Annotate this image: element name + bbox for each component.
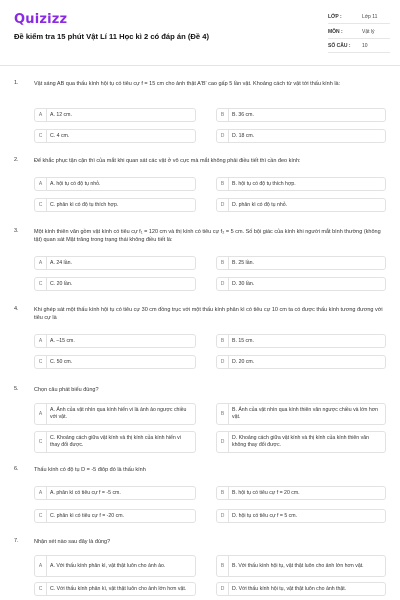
option-text: B. hội tụ có tiêu cự f = 20 cm. [232, 489, 300, 496]
option-letter: C [35, 510, 47, 522]
option-text: A. Với thấu kính phân kì, vật thật luôn cho ảnh ảo. [50, 562, 166, 569]
option-letter: D [217, 278, 229, 290]
option-b[interactable] [216, 108, 386, 122]
option-c[interactable] [34, 509, 196, 523]
option-d[interactable] [216, 509, 386, 523]
meta-divider [328, 38, 390, 39]
option-a[interactable] [34, 555, 196, 577]
option-text: A. 12 cm. [50, 111, 72, 118]
option-letter: B [217, 404, 229, 424]
meta-subject-label: MÔN : [328, 29, 343, 35]
question-text: Chọn câu phát biểu đúng? [34, 387, 99, 393]
option-text: C. Với thấu kính phân kì, vật thật luôn cho ảnh lớn hơn vật. [50, 585, 187, 592]
option-d[interactable] [216, 198, 386, 212]
option-letter: C [35, 432, 47, 452]
option-c[interactable] [34, 129, 196, 143]
question-number: 2. [14, 157, 19, 163]
option-text: B. hội tụ có độ tụ thích hợp. [232, 180, 296, 187]
meta-divider [328, 23, 390, 24]
option-text: A. –15 cm. [50, 337, 75, 344]
document-title: Đề kiểm tra 15 phút Vật Lí 11 Học kì 2 có đáp án (Đề 4) [14, 32, 209, 41]
option-letter: D [217, 432, 229, 452]
option-letter: D [217, 510, 229, 522]
option-b[interactable] [216, 403, 386, 425]
question-number: 7. [14, 538, 19, 544]
question-text: Một kính thiên văn gồm vật kính có tiêu cự f₁ = 120 cm và thị kính có tiêu cự f₂ = 5 cm. Số bội giác của kính khi người mắt bình thường (không tật) quan sát Mặt trăng trong trạng thái không điều tiết là: [34, 229, 381, 243]
question-text: Nhận xét nào sau đây là đúng? [34, 539, 111, 545]
option-c[interactable] [34, 198, 196, 212]
question-number: 5. [14, 386, 19, 392]
option-text: A. hội tụ có độ tụ nhỏ. [50, 180, 101, 187]
option-c[interactable] [34, 277, 196, 291]
option-text: B. 25 lần. [232, 259, 254, 266]
option-text: C. 20 lần. [50, 280, 73, 287]
option-letter: C [35, 130, 47, 142]
question-number: 6. [14, 466, 19, 472]
option-d[interactable] [216, 355, 386, 369]
option-b[interactable] [216, 177, 386, 191]
option-text: D. Khoảng cách giữa vật kính và thị kính của kính thiên văn không thay đổi được. [232, 435, 369, 448]
option-letter: B [217, 487, 229, 499]
option-text: D. 20 cm. [232, 358, 255, 365]
option-b[interactable] [216, 334, 386, 348]
option-a[interactable] [34, 256, 196, 270]
question-number: 3. [14, 228, 19, 234]
option-d[interactable] [216, 277, 386, 291]
option-letter: A [35, 257, 47, 269]
option-text: D. 18 cm. [232, 132, 255, 139]
option-letter: D [217, 356, 229, 368]
option-letter: B [217, 257, 229, 269]
option-a[interactable] [34, 403, 196, 425]
option-letter: A [35, 178, 47, 190]
option-d[interactable] [216, 582, 386, 596]
option-b[interactable] [216, 486, 386, 500]
option-a[interactable] [34, 177, 196, 191]
option-letter: C [35, 583, 47, 595]
option-text: D. hội tụ có tiêu cự f = 5 cm. [232, 512, 298, 519]
quizizz-logo: Quizizz [14, 12, 68, 27]
option-text: C. phân kì có độ tụ thích hợp. [50, 201, 119, 208]
meta-class-value: Lớp 11 [362, 14, 378, 20]
option-letter: C [35, 199, 47, 211]
option-c[interactable] [34, 431, 196, 453]
option-letter: D [217, 199, 229, 211]
option-text: A. phân kì có tiêu cự f = -5 cm. [50, 489, 121, 496]
option-b[interactable] [216, 256, 386, 270]
option-text: A. 24 lần. [50, 259, 72, 266]
option-d[interactable] [216, 431, 386, 453]
meta-divider [328, 52, 390, 53]
option-text: D. 30 lần. [232, 280, 255, 287]
option-letter: B [217, 556, 229, 576]
option-c[interactable] [34, 582, 196, 596]
option-c[interactable] [34, 355, 196, 369]
option-text: A. Ảnh của vật nhìn qua kính hiển vi là ảnh ảo ngược chiều với vật. [50, 407, 187, 420]
meta-count-label: SỐ CÂU : [328, 43, 351, 49]
option-text: B. 15 cm. [232, 337, 254, 344]
question-text: Thấu kính có độ tụ D = -5 điôp đó là thấu kính [34, 467, 146, 473]
option-letter: B [217, 109, 229, 121]
worksheet-header [0, 0, 400, 66]
option-letter: D [217, 130, 229, 142]
option-text: B. 36 cm. [232, 111, 254, 118]
option-text: C. phân kì có tiêu cự f = -20 cm. [50, 512, 124, 519]
option-letter: C [35, 278, 47, 290]
option-letter: A [35, 109, 47, 121]
option-b[interactable] [216, 555, 386, 577]
option-text: D. phân kì có độ tụ nhỏ. [232, 201, 288, 208]
option-letter: A [35, 487, 47, 499]
option-a[interactable] [34, 108, 196, 122]
option-text: C. 4 cm. [50, 132, 70, 139]
option-letter: A [35, 404, 47, 424]
option-text: B. Ảnh của vật nhìn qua kính thiên văn ngược chiều và lớn hơn vật. [232, 407, 379, 420]
option-letter: A [35, 335, 47, 347]
option-a[interactable] [34, 334, 196, 348]
question-text: Khi ghép sát một thấu kính hội tụ có tiêu cự 30 cm đồng trục với một thấu kính phân kì có tiêu cự 10 cm ta có được thấu kính tương đương với tiêu cự là [34, 307, 383, 321]
option-letter: B [217, 335, 229, 347]
meta-class-label: LỚP : [328, 14, 342, 20]
option-text: D. Với thấu kính hội tụ, vật thật luôn cho ảnh thật. [232, 585, 347, 592]
question-number: 1. [14, 80, 19, 86]
question-text: Vật sáng AB qua thấu kính hội tụ có tiêu cự f = 15 cm cho ảnh thật A'B' cao gấp 5 lần vật. Khoảng cách từ vật tới thấu kính là: [34, 81, 341, 87]
meta-count-value: 10 [362, 43, 368, 49]
option-text: C. 50 cm. [50, 358, 73, 365]
meta-subject-value: Vật lý [362, 29, 375, 35]
option-d[interactable] [216, 129, 386, 143]
question-number: 4. [14, 306, 19, 312]
option-text: B. Với thấu kính hội tụ, vật thật luôn cho ảnh lớn hơn vật. [232, 562, 364, 569]
question-text: Để khắc phục tận cận thì của mắt khi quan sát các vật ở vô cực mà mắt không phải điều tiết thì cần đeo kính: [34, 158, 301, 164]
option-letter: B [217, 178, 229, 190]
option-letter: A [35, 556, 47, 576]
option-text: C. Khoảng cách giữa vật kính và thị kính của kính hiển vi thay đổi được. [50, 435, 181, 448]
option-letter: C [35, 356, 47, 368]
option-a[interactable] [34, 486, 196, 500]
option-letter: D [217, 583, 229, 595]
